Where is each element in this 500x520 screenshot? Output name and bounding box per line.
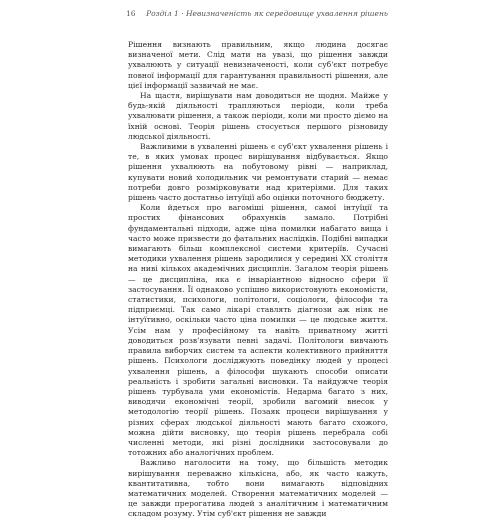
running-title: Розділ 1 · Невизначеність як середовище ухвалення рішень — [146, 9, 388, 18]
paragraph: Коли йдеться про вагоміші рішення, самої інтуїції та простих фінансових обрахунків замало. Потрібні фундаментальні підходи, адже ціна помилки набагато вища і часто може призвести до фатальних наслідків. Подібні випадки вимагають більш комплексної системи критеріїв. Сучасні методики ухвалення рішень зародилися у середині XX століття на ниві кількох академічних дисциплін. Загалом теорія рішень — це дисципліна, яка є інваріантною відносно сфери її застосування. Її однаково успішно використовують економісти, статистики, психологи, політологи, соціологи, філософи та підприємці. Так само лікарі ставлять діагнози аж ніяк не інтуїтивно, оскільки часто ціна помилки — це людське життя. Усім нам у професійному та навіть приватному житті доводиться розв'язувати певні задачі. Політологи вивчають правила виборчих систем та аспекти колективного прийняття рішень. Психологи досліджують поведінку людей у процесі ухвалення рішень, а філософи шукають способи описати реальність і зробити загальні висновки. Та найдужче теорія рішень турбувала уми економістів. Недарма багато з них, виводячи економічні теорії, зробили вагомий внесок у методологію теорії рішень. Позаяк процеси вирішування у різних сферах людської діяльності мають багато схожого, можна дійти висновку, що теорія рішень перебрала собі численні методи, які різні дослідники застосовували до тотожних або аналогічних проблем. — [128, 203, 388, 458]
page-number: 16 — [126, 9, 136, 18]
paragraph: Важливо наголосити на тому, що більшість методик вирішування переважно кількісна, або, як часто кажуть, квантитативна, тобто вони вимагають відповідних математичних моделей. Створення математичних моделей — це завжди прерогатива людей з аналітичним і математичним складом розуму. Утім суб'єкт рішення не завжди — [128, 458, 388, 519]
paragraph: На щастя, вирішувати нам доводиться не щодня. Майже у будь-якій діяльності трапляються періоди, коли треба ухвалювати рішення, а також періоди, коли ми просто діємо на їхній основі. Теорія рішень стосується першого різновиду людської діяльності. — [128, 91, 388, 141]
page-body — [128, 40, 388, 520]
paragraph: Важливими в ухваленні рішень є суб'єкт ухвалення рішень і те, в яких умовах процес вирішування відбувається. Якщо рішення ухвалюють на побутовому рівні — наприклад, купувати новий холодильник чи ремонтувати старий — немає потреби довго розмірковувати над критеріями. Для таких рішень часто достатньо інтуїції або оцінки поточного бюджету. — [128, 142, 388, 203]
paragraph: Рішення визнають правильним, якщо людина досягає визначеної мети. Слід мати на увазі, що рішення завжди ухвалюють у ситуації невизначеності, коли суб'єкт потребує повної інформації для гарантування правильності рішення, але цієї інформації зазвичай не має. — [128, 40, 388, 90]
